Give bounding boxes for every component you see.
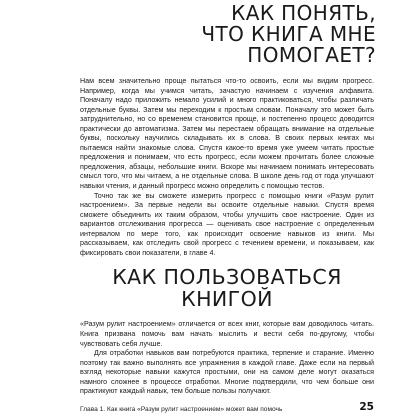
section-heading-line-1: КАК ПОНЯТЬ, (231, 1, 376, 25)
running-title: Глава 1. Как книга «Разум рулит настроением» может вам помочь (80, 406, 283, 413)
section-heading-line-2: ЧТО КНИГА МНЕ ПОМОГАЕТ? (201, 22, 376, 67)
section-how-to-use-body (80, 320, 374, 396)
page-number: 25 (359, 401, 374, 413)
paragraph: Для отработки навыков вам потребуются практика, терпение и старание. Именно поэтому так важно выполнять все упражнения в каждой главе. Даже если на первый взгляд некоторые навыки кажутся простыми, они на самом деле могут оказаться намного сложнее в процессе отработки. Многие подтвердили, что чем больше они практикуют каждый навык, тем больше пользы получают. (80, 349, 374, 396)
paragraph: «Разум рулит настроением» отличается от всех книг, которые вам доводилось читать. Книга призвана помочь вам начать мыслить и вести себя по-другому, чтобы чувствовать себя лучше. (80, 320, 374, 348)
paragraph: Точно так же вы сможете измерить прогресс с помощью книги «Разум рулит настроением». За первые недели вы освоите отдельные навыки. Спустя время сможете объединить их таким образом, чтобы улучшить свое настроение. Один из вариантов отслеживания прогресса — оценивать свое настроение с определенным интервалом по мере того, как происходит освоение навыков из книги. Мы рассказываем, как отследить свой прогресс с течением времени, и показываем, как фиксировать свои показатели, в главе 4. (80, 191, 374, 257)
section-progress-body (80, 77, 374, 258)
section-heading-progress (80, 0, 376, 66)
page-footer (80, 401, 374, 413)
paragraph: Нам всем значительно проще пытаться что-то освоить, если мы видим прогресс. Например, когда мы учимся читать, зачастую начинаем с изучения алфавита. Поначалу надо приложить немало усилий и много практиковаться, чтобы различать отдельные буквы. Затем мы переходим к простым словам. Поначалу это может быть затруднительно, но со временем становится проще, и постепенно процесс доводится практически до автоматизма. Затем мы перестаем обращать внимание на отдельные буквы, поскольку научились складывать их в слова. В своих первых книгах мы пытаемся найти знакомые слова. Спустя какое-то время уже умеем читать простые предложения и понимаем, что есть прогресс, если можем прочитать более сложные предложения, абзацы, небольшие книги. Вскоре мы начинаем понимать интересовать смысл того, что мы читаем, а не отдельные слова. В школе день год от года улучшают навыки чтения, и данный прогресс можно определить с помощью тестов. (80, 77, 374, 191)
section-heading-how-to-use: КАК ПОЛЬЗОВАТЬСЯ КНИГОЙ (112, 265, 342, 311)
